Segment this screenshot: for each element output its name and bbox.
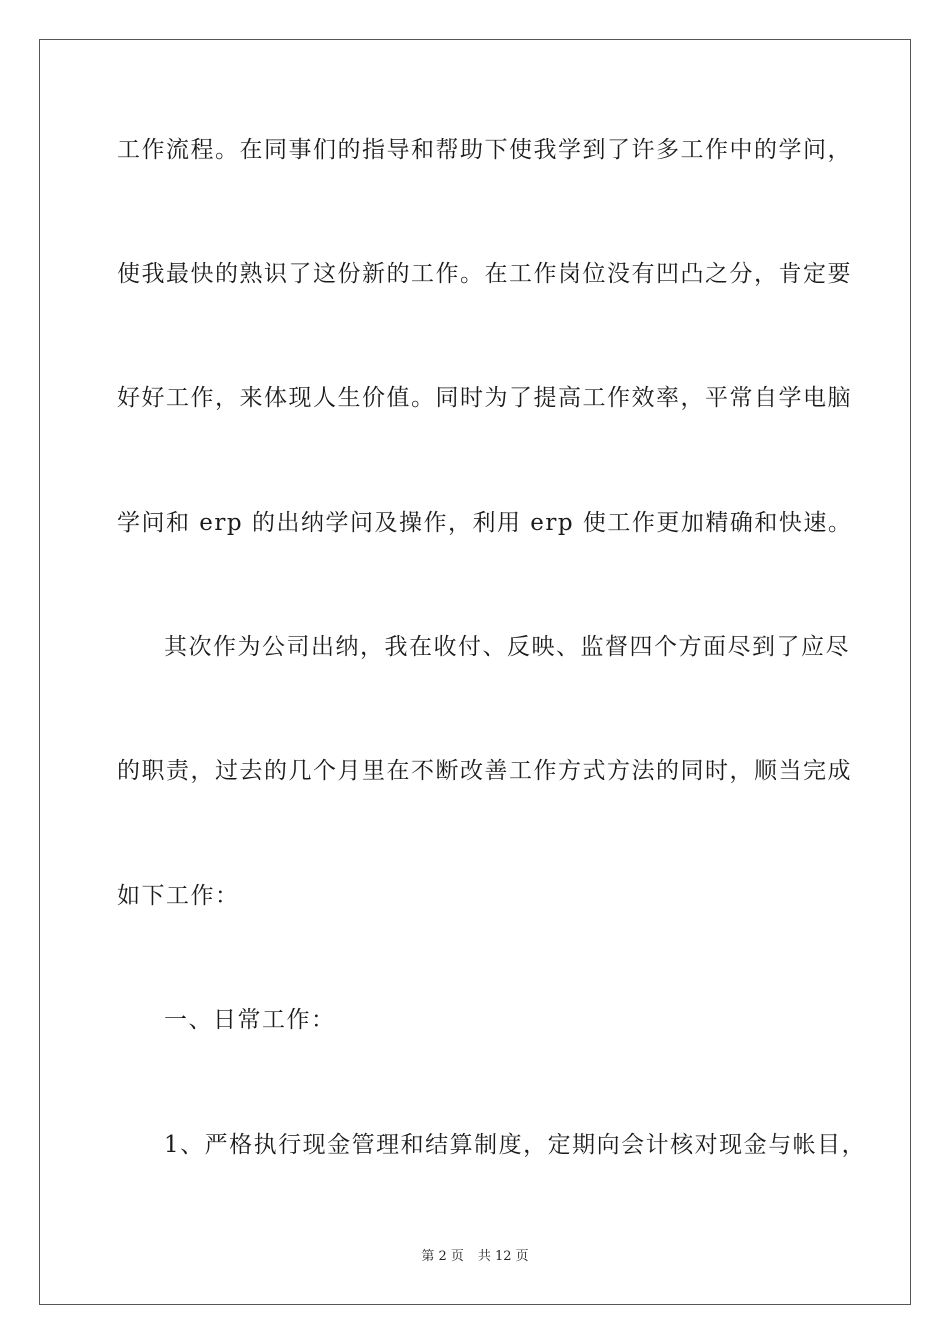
section-heading: 一、日常工作： <box>164 1007 336 1033</box>
body-text-line-4: 学问和 erp 的出纳学问及操作，利用 erp 使工作更加精确和快速。 <box>117 510 853 536</box>
body-text-line-2: 使我最快的熟识了这份新的工作。在工作岗位没有凹凸之分，肯定要 <box>117 261 852 287</box>
body-text-line-3: 好好工作，来体现人生价值。同时为了提高工作效率，平常自学电脑 <box>117 385 852 411</box>
list-item-1: 1、严格执行现金管理和结算制度，定期向会计核对现金与帐目， <box>164 1132 867 1158</box>
body-text-line-6: 的职责，过去的几个月里在不断改善工作方式方法的同时，顺当完成 <box>117 758 852 784</box>
page-border <box>39 39 911 1305</box>
page-footer <box>0 1248 950 1266</box>
body-text-line-5: 其次作为公司出纳，我在收付、反映、监督四个方面尽到了应尽 <box>164 634 850 660</box>
body-text-line-7: 如下工作： <box>117 883 240 909</box>
body-text-line-1: 工作流程。在同事们的指导和帮助下使我学到了许多工作中的学问， <box>117 137 852 163</box>
total-pages: 共 12 页 <box>477 1249 529 1264</box>
page-number: 第 2 页 <box>421 1249 464 1264</box>
